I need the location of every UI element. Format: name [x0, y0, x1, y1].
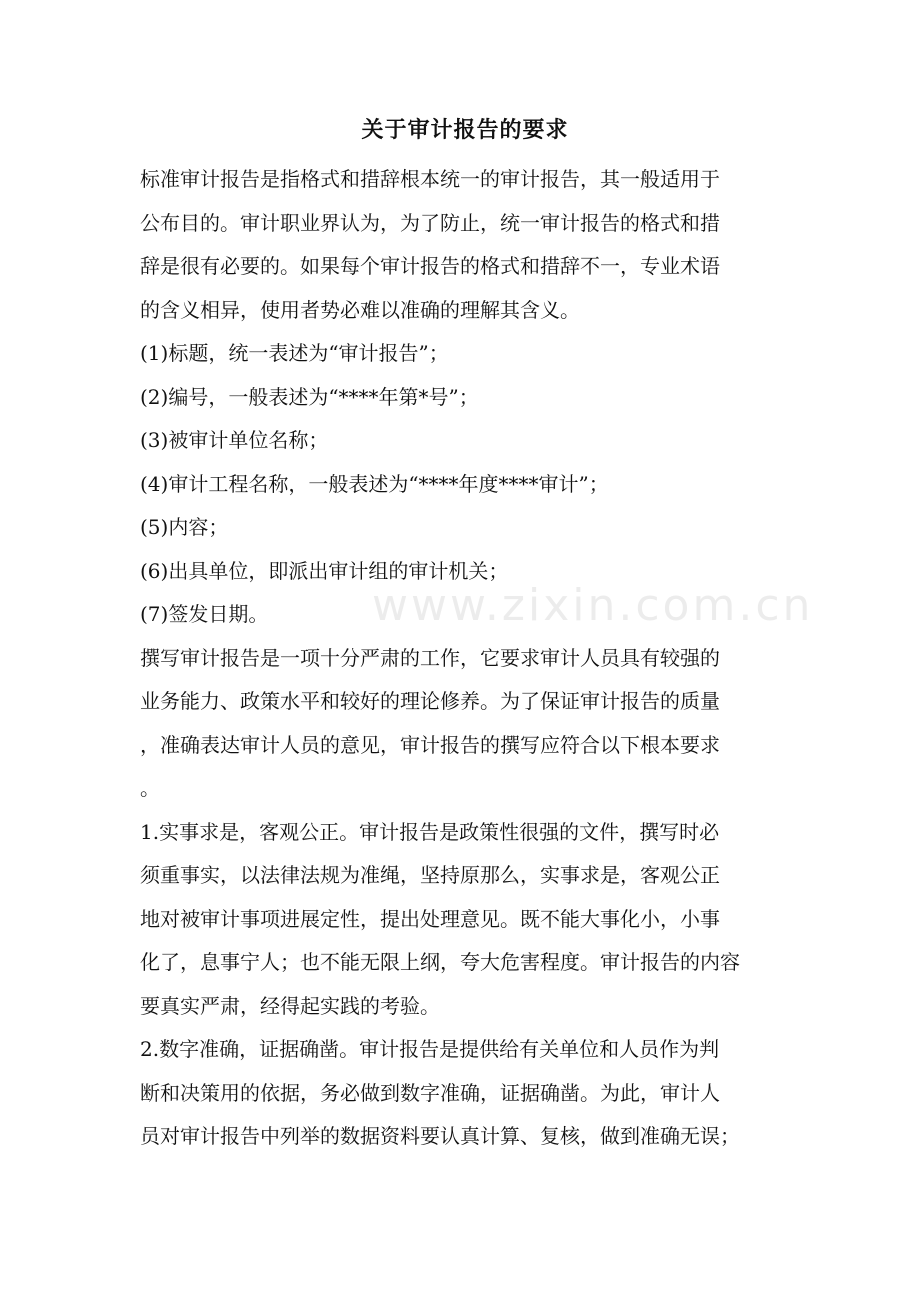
- document-title: 关于审计报告的要求: [361, 117, 569, 143]
- text-line: 业务能力、政策水平和较好的理论修养。为了保证审计报告的质量: [140, 689, 720, 713]
- text-line: (7)签发日期。: [140, 602, 269, 626]
- text-line: 2.数字准确，证据确凿。审计报告是提供给有关单位和人员作为判: [140, 1037, 720, 1061]
- text-line: (6)出具单位，即派出审计组的审计机关；: [140, 558, 509, 583]
- document-body: [140, 106, 790, 1159]
- text-lines: [140, 158, 790, 1159]
- text-line: 标准审计报告是指格式和措辞根本统一的审计报告，其一般适用于: [140, 167, 720, 191]
- text-line: (1)标题，统一表述为“审计报告”；: [140, 341, 449, 365]
- text-line: 地对被审计事项进展定性，提出处理意见。既不能大事化小，小事: [140, 906, 720, 931]
- text-line: 。: [140, 776, 160, 800]
- text-line: 的含义相异，使用者势必难以准确的理解其含义。: [140, 297, 580, 322]
- text-line: 辞是很有必要的。如果每个审计报告的格式和措辞不一，专业术语: [140, 254, 720, 278]
- text-line: 撰写审计报告是一项十分严肃的工作，它要求审计人员具有较强的: [140, 645, 720, 670]
- text-line: (2)编号，一般表述为“****年第*号”；: [140, 384, 479, 409]
- text-line: 要真实严肃，经得起实践的考验。: [140, 993, 440, 1018]
- text-line: (4)审计工程名称，一般表述为“****年度****审计”；: [140, 471, 609, 496]
- text-line: 1.实事求是，客观公正。审计报告是政策性很强的文件，撰写时必: [140, 819, 720, 844]
- watermark: www.zixin.com.cn: [372, 580, 814, 631]
- text-line: 公布目的。审计职业界认为，为了防止，统一审计报告的格式和措: [140, 210, 720, 235]
- text-line: 化了，息事宁人；也不能无限上纲，夸大危害程度。审计报告的内容: [140, 950, 740, 974]
- text-line: (3)被审计单位名称；: [140, 428, 329, 452]
- text-line: 断和决策用的依据，务必做到数字准确，证据确凿。为此，审计人: [140, 1080, 720, 1105]
- text-line: (5)内容；: [140, 515, 229, 539]
- text-line: ，准确表达审计人员的意见，审计报告的撰写应符合以下根本要求: [140, 732, 720, 757]
- text-line: 员对审计报告中列举的数据资料要认真计算、复核，做到准确无误；: [140, 1124, 740, 1148]
- text-line: 须重事实，以法律法规为准绳，坚持原那么，实事求是，客观公正: [140, 863, 720, 887]
